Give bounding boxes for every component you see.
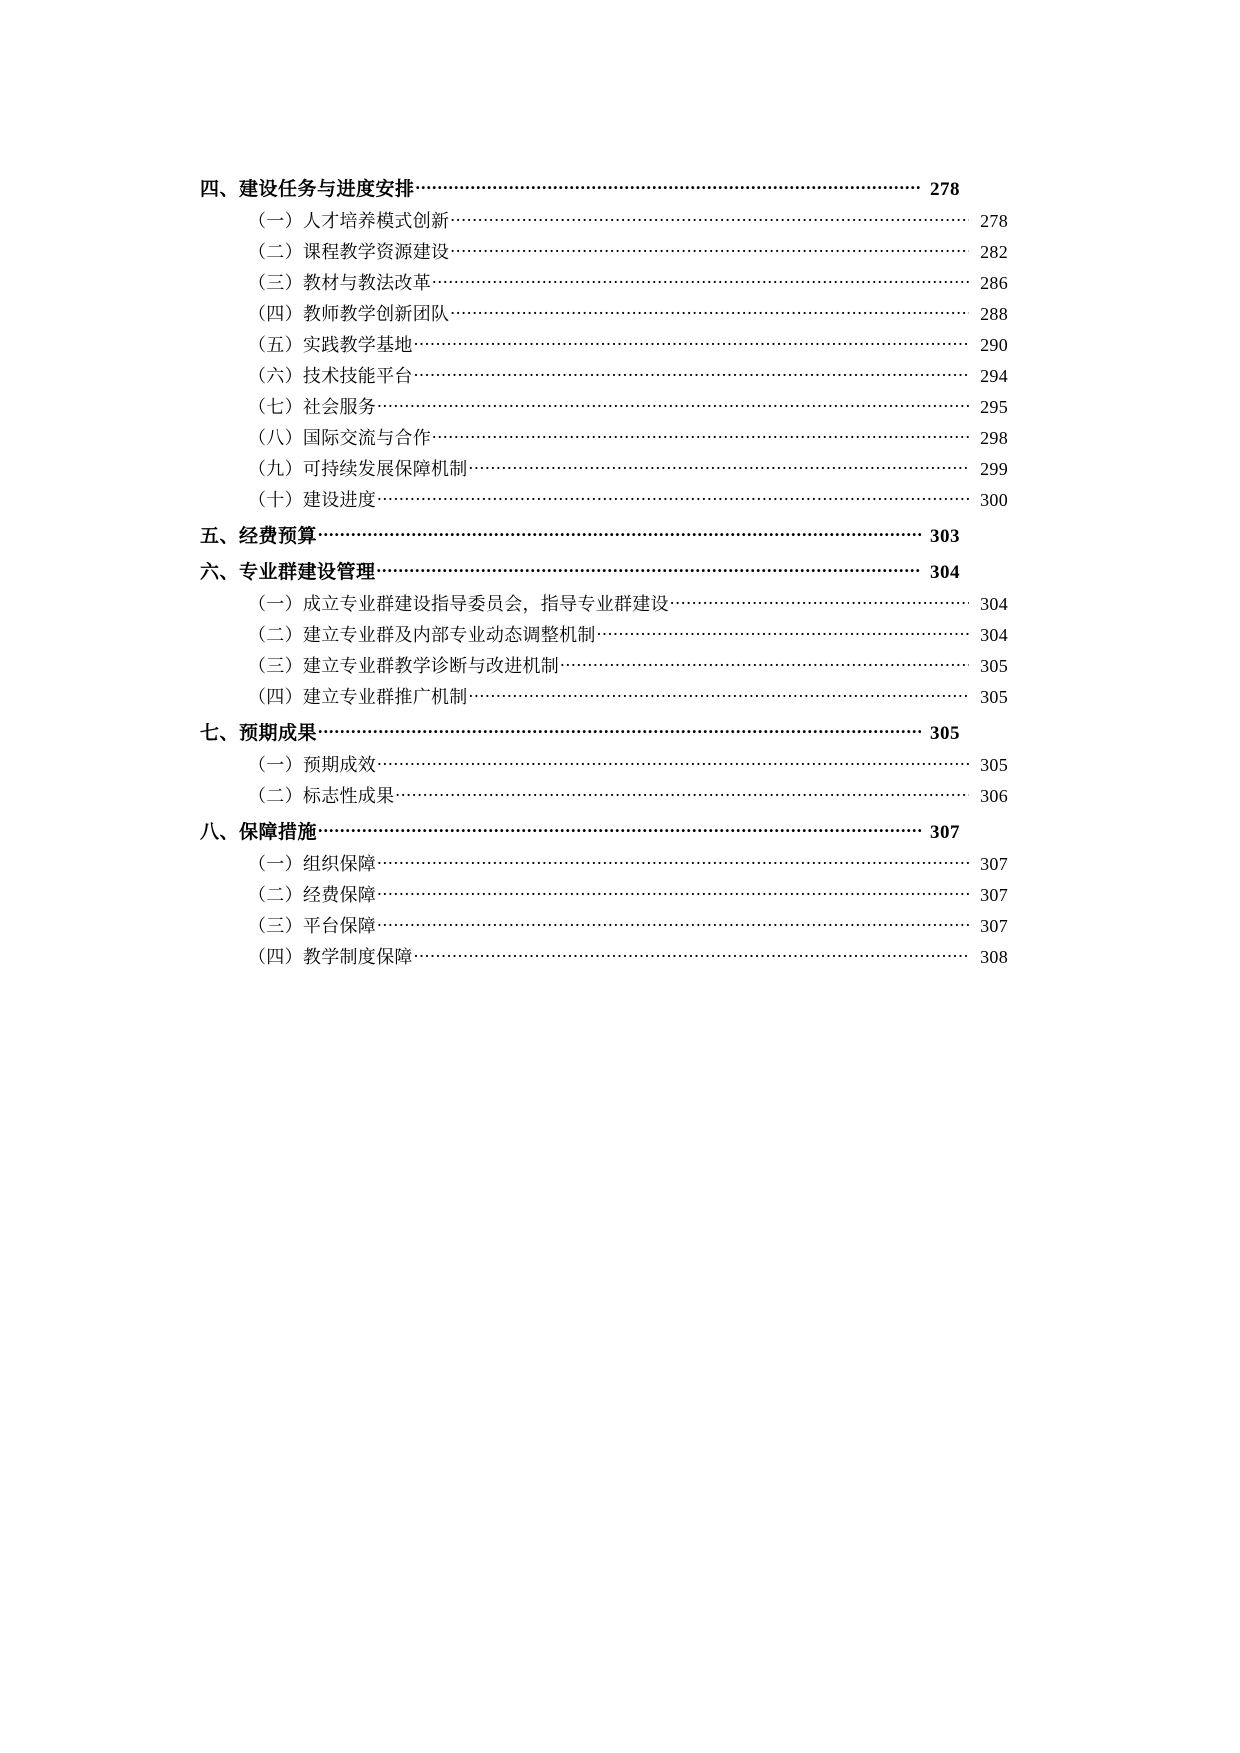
- toc-entry[interactable]: [200, 817, 960, 844]
- toc-entry[interactable]: [200, 300, 1008, 326]
- toc-entry[interactable]: [200, 486, 1008, 512]
- toc-page-number: 307: [980, 916, 1008, 936]
- toc-leader-dots: [414, 945, 969, 963]
- toc-entry[interactable]: [200, 521, 960, 548]
- toc-entry[interactable]: [200, 652, 1008, 678]
- toc-page-number: 278: [980, 211, 1008, 231]
- toc-entry[interactable]: [200, 238, 1008, 264]
- toc-entry-title: （三）平台保障: [248, 916, 377, 936]
- toc-entry[interactable]: [200, 362, 1008, 388]
- toc-entry[interactable]: [200, 718, 960, 745]
- toc-entry-title: 六、专业群建设管理: [200, 562, 376, 583]
- toc-entry-title: （六）技术技能平台: [248, 366, 413, 386]
- toc-leader-dots: [377, 559, 921, 578]
- toc-page-number: 307: [930, 822, 960, 843]
- toc-page-number: 305: [980, 687, 1008, 707]
- toc-entry[interactable]: [200, 590, 1008, 616]
- toc-page-number: 306: [980, 786, 1008, 806]
- toc-leader-dots: [377, 395, 969, 413]
- toc-entry-title: （四）教师教学创新团队: [248, 304, 450, 324]
- toc-entry-title: （八）国际交流与合作: [248, 428, 431, 448]
- toc-entry-title: （二）课程教学资源建设: [248, 242, 450, 262]
- toc-entry[interactable]: [200, 881, 1008, 907]
- toc-leader-dots: [469, 685, 969, 703]
- toc-page-number: 305: [930, 723, 960, 744]
- toc-leader-dots: [450, 302, 969, 320]
- toc-entry-title: （一）人才培养模式创新: [248, 211, 450, 231]
- toc-entry[interactable]: [200, 174, 960, 201]
- toc-entry-title: （五）实践教学基地: [248, 335, 413, 355]
- toc-page-number: 304: [980, 594, 1008, 614]
- toc-entry-title: （四）建立专业群推广机制: [248, 687, 468, 707]
- toc-page-number: 303: [930, 526, 960, 547]
- toc-entry[interactable]: [200, 912, 1008, 938]
- toc-entry[interactable]: [200, 393, 1008, 419]
- toc-entry-title: （一）成立专业群建设指导委员会，指导专业群建设: [248, 594, 669, 614]
- toc-entry-title: 八、保障措施: [200, 822, 318, 843]
- toc-entry-title: （四）教学制度保障: [248, 947, 413, 967]
- toc-entry[interactable]: [200, 455, 1008, 481]
- toc-entry[interactable]: [200, 207, 1008, 233]
- toc-page-number: 307: [980, 885, 1008, 905]
- toc-entry-title: （二）标志性成果: [248, 786, 395, 806]
- toc-page-number: 308: [980, 947, 1008, 967]
- toc-leader-dots: [597, 623, 969, 641]
- toc-entry-title: （一）预期成效: [248, 755, 377, 775]
- toc-page-number: 295: [980, 397, 1008, 417]
- toc-entry[interactable]: [200, 557, 960, 584]
- toc-entry[interactable]: [200, 943, 1008, 969]
- table-of-contents: [200, 165, 1008, 974]
- toc-entry-title: （七）社会服务: [248, 397, 377, 417]
- toc-page-number: 286: [980, 273, 1008, 293]
- toc-leader-dots: [450, 240, 969, 258]
- toc-page-number: 299: [980, 459, 1008, 479]
- toc-entry-title: （二）经费保障: [248, 885, 377, 905]
- toc-page-number: 288: [980, 304, 1008, 324]
- toc-entry-title: 四、建设任务与进度安排: [200, 179, 415, 200]
- toc-leader-dots: [432, 426, 969, 444]
- toc-entry[interactable]: [200, 850, 1008, 876]
- toc-leader-dots: [414, 333, 969, 351]
- toc-page-number: 304: [980, 625, 1008, 645]
- toc-entry-title: 五、经费预算: [200, 526, 318, 547]
- toc-entry[interactable]: [200, 269, 1008, 295]
- toc-entry-title: （九）可持续发展保障机制: [248, 459, 468, 479]
- toc-leader-dots: [450, 209, 969, 227]
- toc-leader-dots: [377, 753, 969, 771]
- toc-page-number: 298: [980, 428, 1008, 448]
- toc-page-number: 304: [930, 562, 960, 583]
- toc-entry[interactable]: [200, 751, 1008, 777]
- toc-leader-dots: [318, 523, 921, 542]
- toc-entry-title: 七、预期成果: [200, 723, 318, 744]
- toc-entry[interactable]: [200, 424, 1008, 450]
- toc-leader-dots: [670, 592, 969, 610]
- toc-entry[interactable]: [200, 782, 1008, 808]
- toc-page-number: 307: [980, 854, 1008, 874]
- toc-page-number: 305: [980, 656, 1008, 676]
- toc-entry-title: （三）教材与教法改革: [248, 273, 431, 293]
- toc-leader-dots: [560, 654, 969, 672]
- toc-leader-dots: [395, 784, 969, 802]
- toc-entry[interactable]: [200, 331, 1008, 357]
- toc-page-number: 300: [980, 490, 1008, 510]
- toc-page-number: 282: [980, 242, 1008, 262]
- toc-page-number: 305: [980, 755, 1008, 775]
- toc-page-number: 278: [930, 179, 960, 200]
- toc-entry-title: （十）建设进度: [248, 490, 377, 510]
- toc-leader-dots: [318, 819, 921, 838]
- toc-leader-dots: [377, 883, 969, 901]
- toc-entry-title: （一）组织保障: [248, 854, 377, 874]
- toc-entry[interactable]: [200, 621, 1008, 647]
- toc-leader-dots: [432, 271, 969, 289]
- toc-leader-dots: [318, 720, 921, 739]
- toc-page-number: 294: [980, 366, 1008, 386]
- toc-leader-dots: [414, 364, 969, 382]
- toc-entry-title: （二）建立专业群及内部专业动态调整机制: [248, 625, 596, 645]
- toc-page-number: 290: [980, 335, 1008, 355]
- toc-leader-dots: [416, 176, 921, 195]
- toc-leader-dots: [377, 488, 969, 506]
- toc-leader-dots: [469, 457, 969, 475]
- toc-leader-dots: [377, 914, 969, 932]
- toc-leader-dots: [377, 852, 969, 870]
- toc-entry-title: （三）建立专业群教学诊断与改进机制: [248, 656, 560, 676]
- toc-entry[interactable]: [200, 683, 1008, 709]
